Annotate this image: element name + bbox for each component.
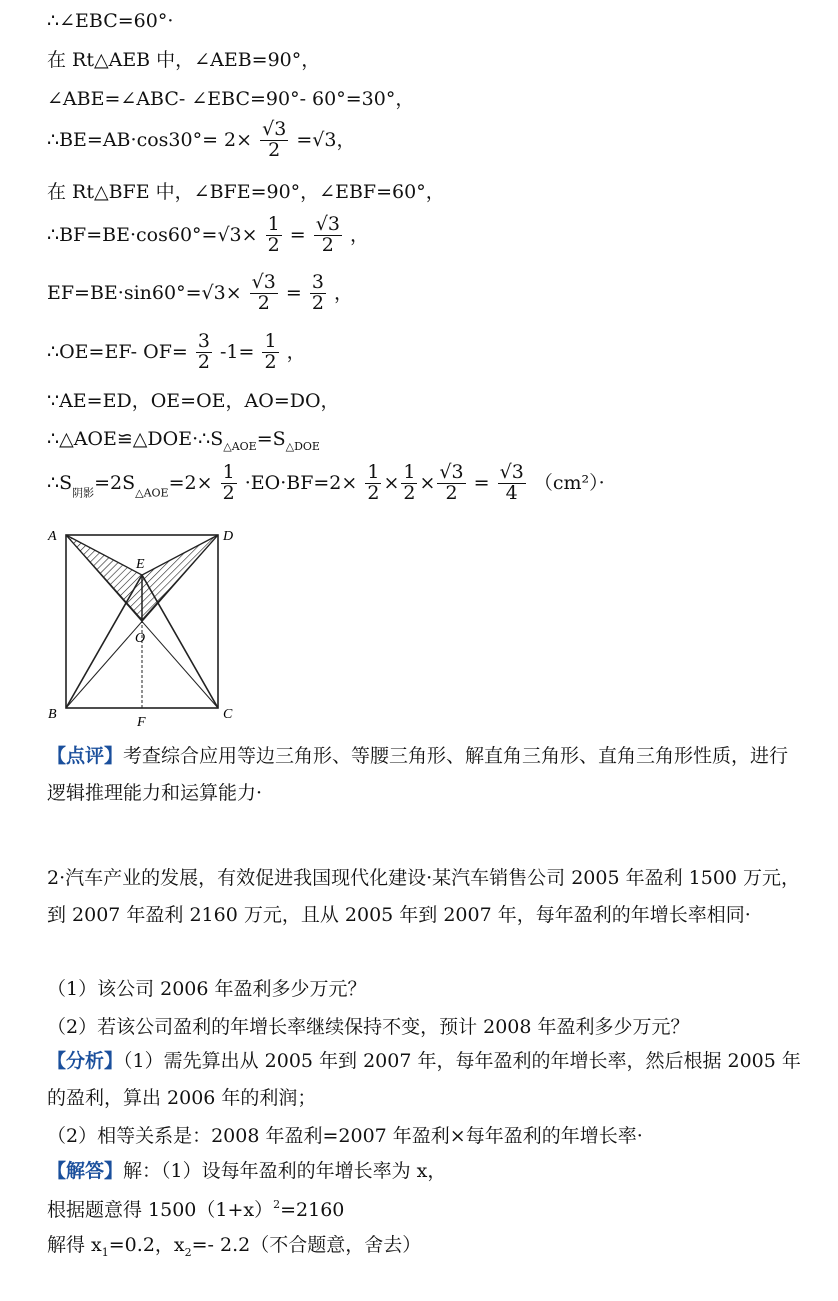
label-d: D [223,529,234,544]
subscript-2: 2 [184,1246,192,1259]
label-o: O [135,631,146,646]
solution-line-5: 在 Rt△BFE 中，∠BFE=90°，∠EBF=60°， [47,181,445,203]
review-tag: 【点评】 [47,745,124,767]
comma: ， [349,224,369,247]
minus-one: -1= [219,341,255,364]
unit-cm2: （cm²）· [533,472,605,495]
subscript-1: 1 [101,1246,109,1259]
fraction-1-over-2: $\frac{1}{2}$ [403,461,416,504]
equals: = [289,224,306,247]
subscript-doe: △DOE [285,440,320,453]
review-text: 考查综合应用等边三角形、等腰三角形、解直角三角形、直角三角形性质，进行逻辑推理能力和运算能力· [47,745,789,804]
two-s: =2S [94,472,136,495]
answer-tag: 【解答】 [47,1160,124,1182]
segment-ce [142,575,218,708]
solution-x2-value: =- 2.2（不合题意，舍去） [191,1234,422,1256]
ef-expression: EF=BE·sin60°=√3× [47,282,242,305]
congruence-text: ∴△AOE≌△DOE·∴S [47,428,224,450]
eo-bf-text: ·EO·BF=2× [244,472,358,495]
be-times: 2× [224,129,253,152]
equation-left: 根据题意得 1500（1+x） [47,1199,274,1221]
times: × [419,472,436,495]
equals-two-times: =2× [168,472,213,495]
fraction-sqrt3-over-2: $\frac{√3}{2}$ [262,118,287,161]
equals: = [473,472,490,495]
analysis-tag: 【分析】 [47,1050,124,1072]
comma: ， [334,282,354,305]
solution-line-11 [47,463,605,504]
fraction-sqrt3-over-2: $\frac{√3}{2}$ [251,271,276,314]
problem2-q1: （1）该公司 2006 年盈利多少万元？ [47,978,367,1000]
solution-line-6 [47,215,369,256]
answer-line-2 [47,1198,344,1222]
answer-text-1: 解：（1）设每年盈利的年增长率为 x， [123,1160,447,1182]
label-e: E [136,557,145,572]
fraction-3-over-2: $\frac{3}{2}$ [197,330,210,373]
label-a: A [48,529,57,544]
review-paragraph [47,738,807,812]
oe-expression: ∴OE=EF- OF= [47,341,188,364]
problem2-stem: 2·汽车产业的发展，有效促进我国现代化建设·某汽车销售公司 2005 年盈利 1500 万元，到 2007 年盈利 2160 万元，且从 2005 年到 2007 年，每年盈利的年增长率相同· [47,867,801,926]
fraction-sqrt3-over-4: $\frac{√3}{4}$ [499,461,524,504]
answer-line-1 [47,1160,446,1183]
solution-line-7 [47,273,353,314]
solution-line-1: ∴∠EBC=60°· [47,10,174,32]
answer-line-3 [47,1234,421,1259]
geometry-figure [40,520,250,735]
equals-s: =S [256,428,286,450]
fraction-sqrt3-over-2: $\frac{√3}{2}$ [315,213,340,256]
solution-line-9: ∵AE=ED，OE=OE，AO=DO， [47,390,340,412]
be-expression: ∴BE=AB·cos30°= [47,129,218,152]
analysis-text-1: （1）需先算出从 2005 年到 2007 年，每年盈利的年增长率，然后根据 2005 年的盈利，算出 2006 年的利润； [47,1050,801,1109]
segment-be [66,575,142,708]
solution-x1-value: =0.2，x [108,1234,185,1256]
solution-line-4 [47,120,355,161]
equation-right: =2160 [280,1199,345,1221]
label-f: F [137,715,146,730]
fraction-3-over-2: $\frac{3}{2}$ [311,271,324,314]
be-result: =√3， [296,129,356,152]
solution-line-2: 在 Rt△AEB 中，∠AEB=90°， [47,49,321,71]
subscript-aoe: △AOE [223,440,257,453]
analysis-paragraph [47,1043,807,1117]
problem2-q2: （2）若该公司盈利的年增长率继续保持不变，预计 2008 年盈利多少万元？ [47,1016,690,1038]
exponent-2: 2 [273,1198,281,1211]
fraction-1-over-2: $\frac{1}{2}$ [367,461,380,504]
solution-line-8 [47,332,306,373]
subscript-aoe: △AOE [135,486,169,500]
fraction-1-over-2: $\frac{1}{2}$ [264,330,277,373]
label-c: C [223,707,233,722]
fraction-1-over-2: $\frac{1}{2}$ [267,213,280,256]
label-b: B [48,707,57,722]
subscript-shaded: 阴影 [72,486,95,500]
solution-line-10 [47,428,320,453]
solution-line-3: ∠ABE=∠ABC- ∠EBC=90°- 60°=30°， [47,88,415,110]
times: × [383,472,400,495]
fraction-1-over-2: $\frac{1}{2}$ [222,461,235,504]
s-symbol: ∴S [47,472,73,495]
analysis-text-2: （2）相等关系是：2008 年盈利=2007 年盈利×每年盈利的年增长率· [47,1125,643,1147]
bf-expression: ∴BF=BE·cos60°=√3× [47,224,258,247]
fraction-sqrt3-over-2: $\frac{√3}{2}$ [439,461,464,504]
equals: = [285,282,302,305]
comma: ， [286,341,306,364]
solution-x: 解得 x [47,1234,102,1256]
